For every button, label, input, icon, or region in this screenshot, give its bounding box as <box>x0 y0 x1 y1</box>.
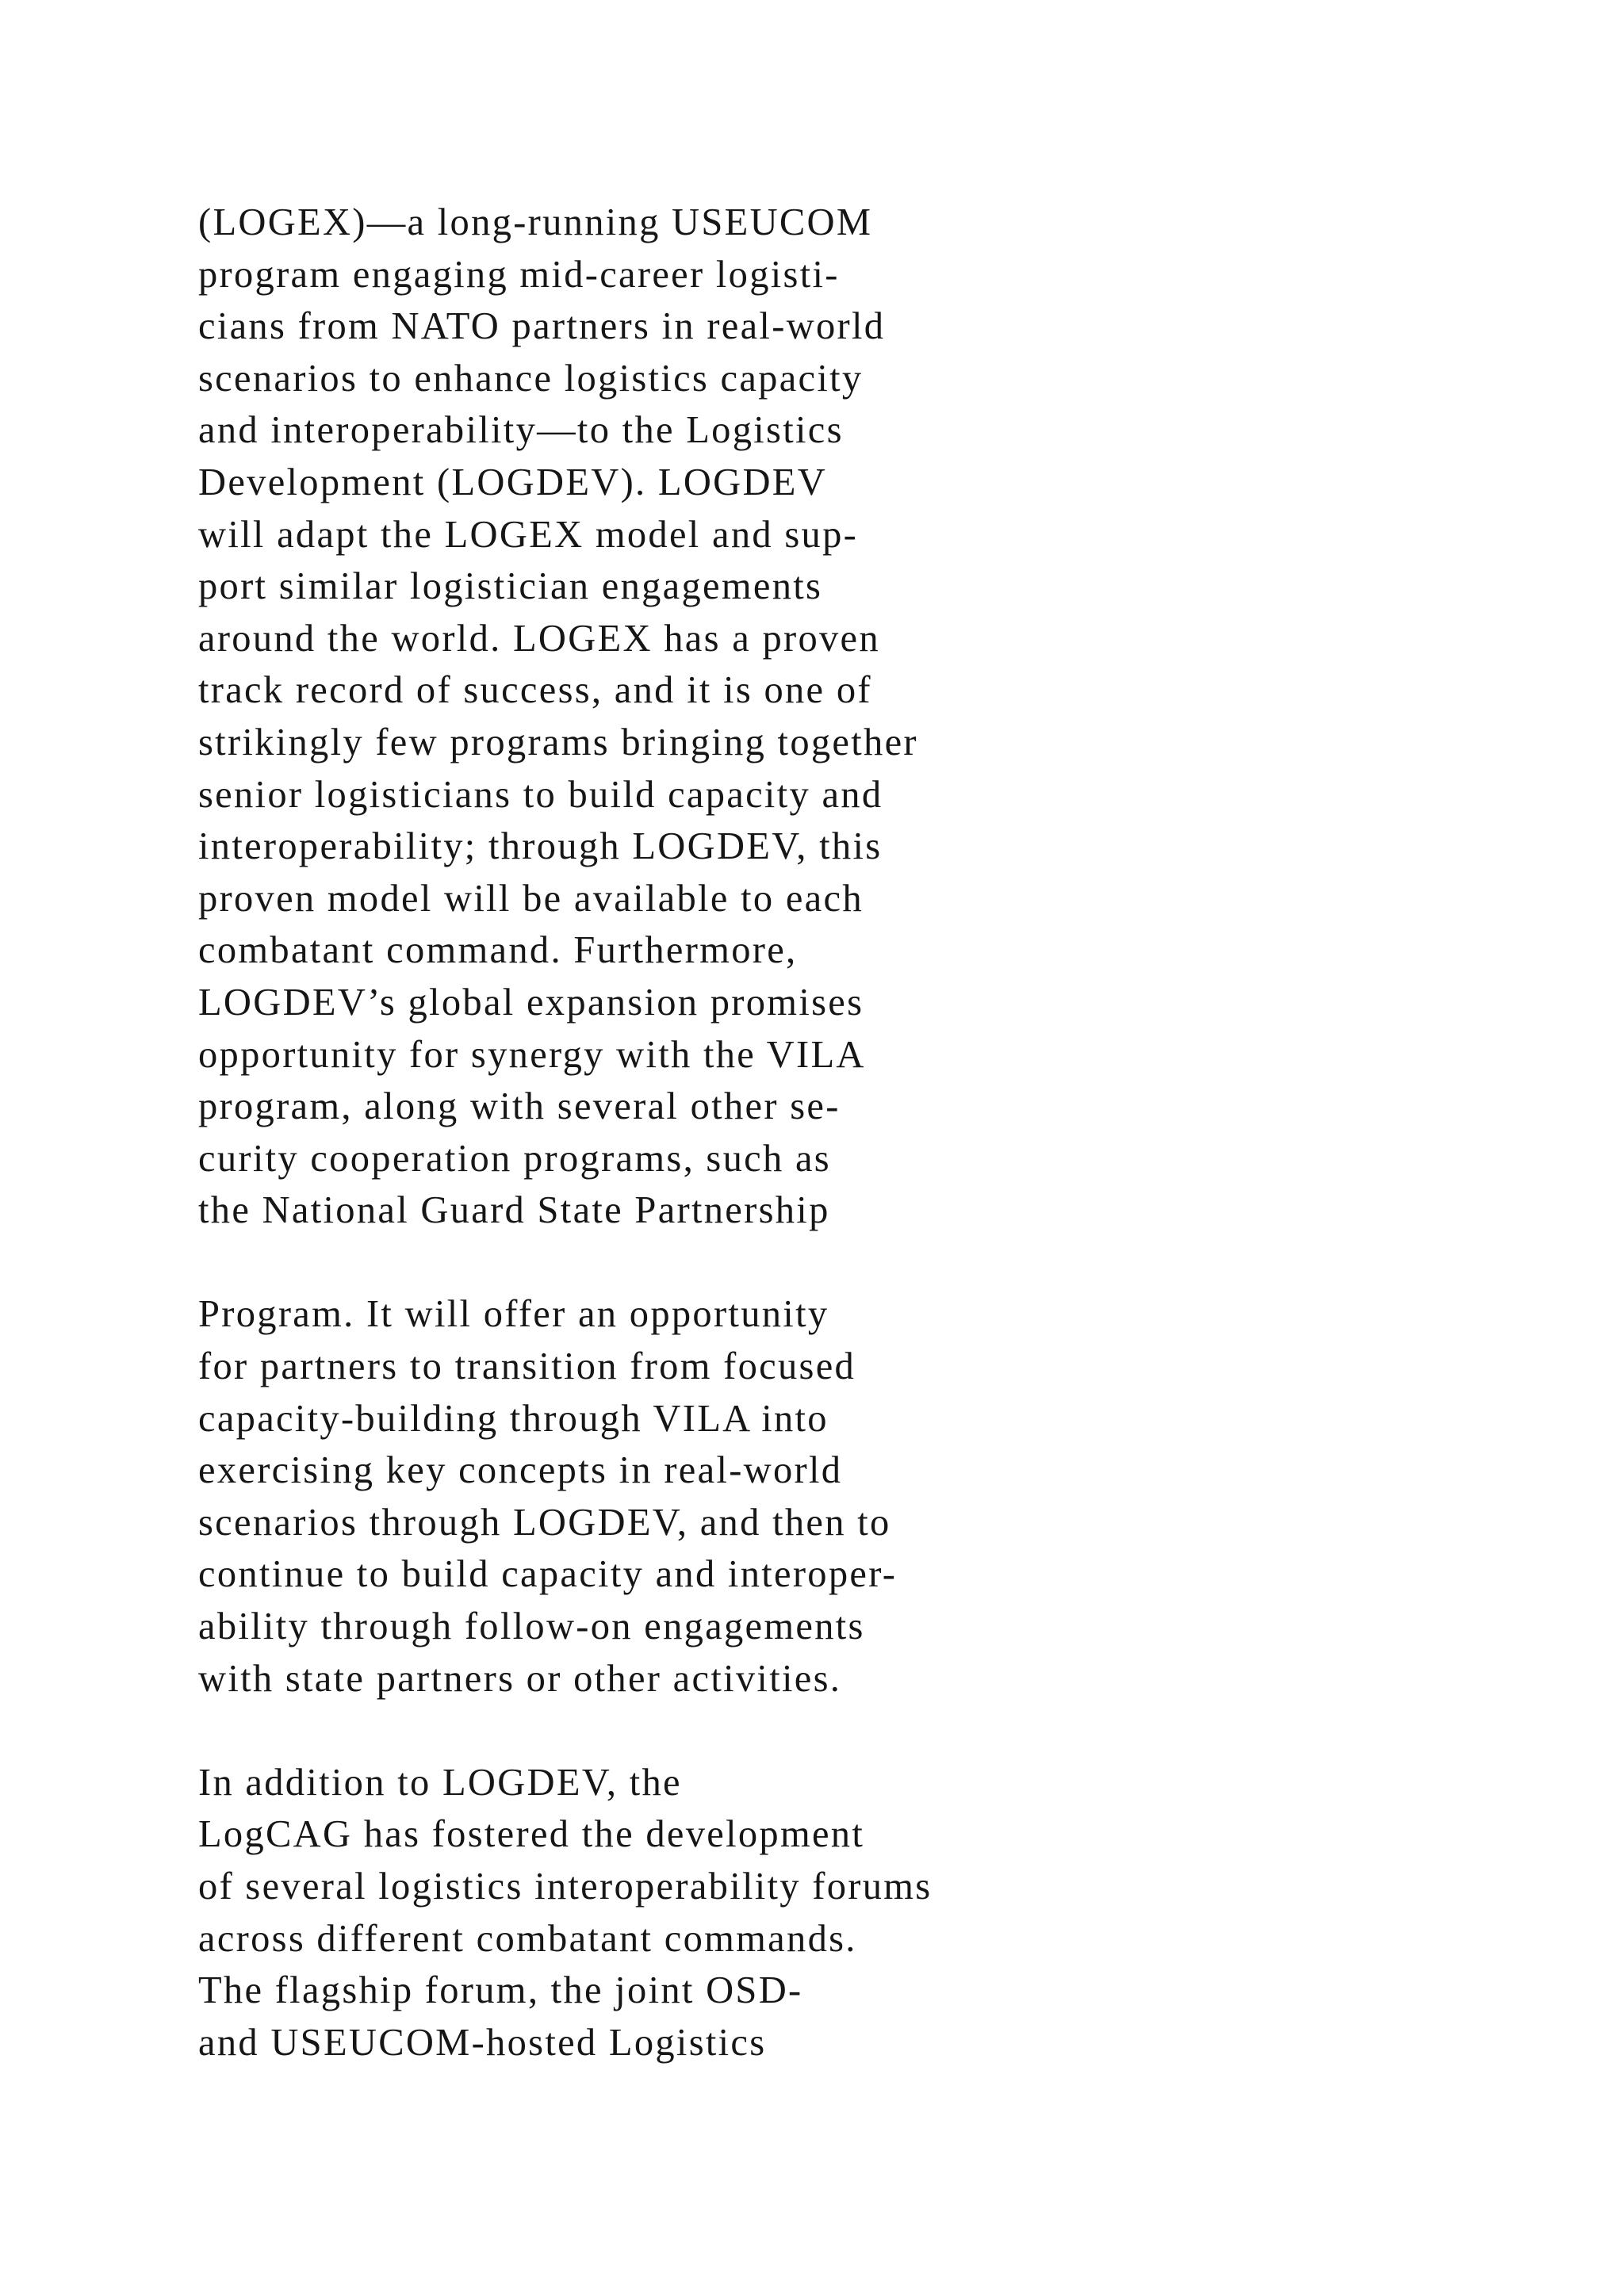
text-line: program, along with several other se- <box>198 1085 841 1128</box>
text-line: exercising key concepts in real-world <box>198 1449 843 1492</box>
text-line: port similar logistician engagements <box>198 565 823 608</box>
text-line: In addition to LOGDEV, the <box>198 1761 682 1804</box>
text-line: with state partners or other activities. <box>198 1657 842 1700</box>
text-line: Program. It will offer an opportunity <box>198 1293 829 1336</box>
text-line: will adapt the LOGEX model and sup- <box>198 513 859 556</box>
text-line: curity cooperation programs, such as <box>198 1137 831 1180</box>
paragraph-transition <box>198 1288 1507 1705</box>
text-line: ability through follow-on engagements <box>198 1605 865 1648</box>
text-line: senior logisticians to build capacity and <box>198 773 883 816</box>
text-line: LOGDEV’s global expansion promises <box>198 981 864 1024</box>
text-line: (LOGEX)—a long-running USEUCOM <box>198 201 873 243</box>
paragraph-logdev-intro <box>198 197 1507 1237</box>
paragraph-logcag-forums <box>198 1757 1507 2069</box>
text-line: scenarios to enhance logistics capacity <box>198 357 864 400</box>
text-line: LogCAG has fostered the development <box>198 1813 865 1856</box>
paragraph-spacer <box>198 1705 1507 1757</box>
text-line: and USEUCOM-hosted Logistics <box>198 2021 767 2064</box>
text-line: around the world. LOGEX has a proven <box>198 617 880 660</box>
text-line: across different combatant commands. <box>198 1917 857 1960</box>
text-line: Development (LOGDEV). LOGDEV <box>198 461 828 503</box>
text-line: combatant command. Furthermore, <box>198 929 798 972</box>
text-line: track record of success, and it is one of <box>198 669 872 712</box>
text-line: cians from NATO partners in real-world <box>198 305 886 348</box>
text-line: of several logistics interoperability forums <box>198 1866 933 1908</box>
text-line: and interoperability—to the Logistics <box>198 409 844 452</box>
paragraph-spacer <box>198 1237 1507 1289</box>
text-line: proven model will be available to each <box>198 877 864 920</box>
body-text-column <box>198 197 1507 2068</box>
text-line: the National Guard State Partnership <box>198 1189 830 1232</box>
text-line: program engaging mid-career logisti- <box>198 253 840 296</box>
text-line: The flagship forum, the joint OSD- <box>198 1969 803 2012</box>
text-line: interoperability; through LOGDEV, this <box>198 825 883 868</box>
text-line: capacity-building through VILA into <box>198 1397 829 1440</box>
text-line: strikingly few programs bringing together <box>198 721 918 763</box>
text-line: continue to build capacity and interoper- <box>198 1553 898 1596</box>
text-line: for partners to transition from focused <box>198 1345 856 1388</box>
text-line: scenarios through LOGDEV, and then to <box>198 1501 891 1544</box>
text-line: opportunity for synergy with the VILA <box>198 1033 866 1076</box>
